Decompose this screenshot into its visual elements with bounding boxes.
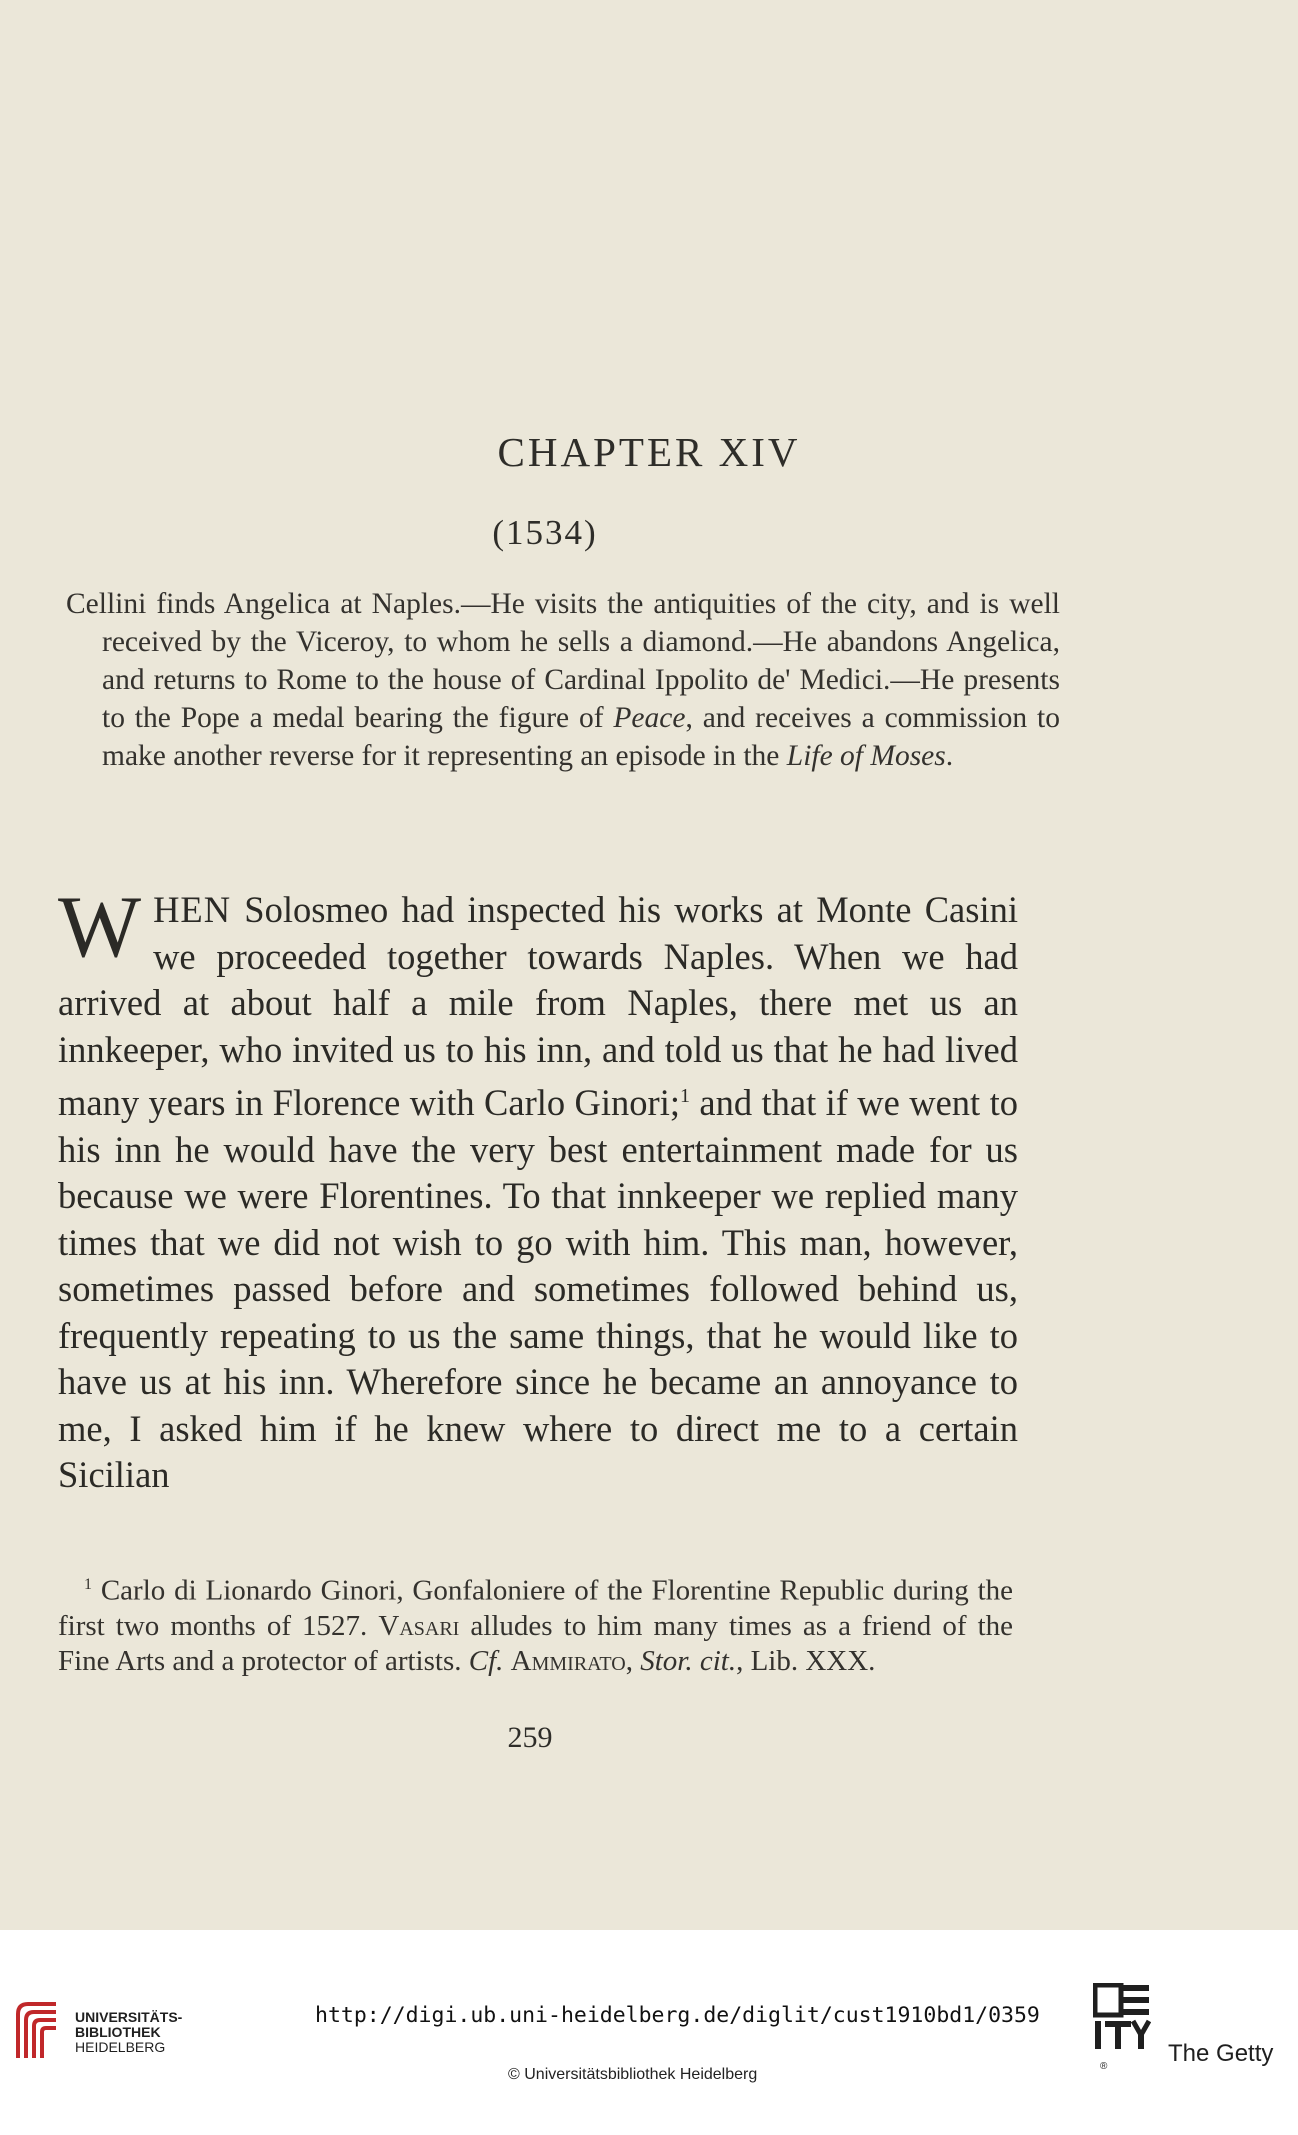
footnote-stor-cit: Stor. cit. (640, 1644, 737, 1677)
footnote-reference[interactable]: 1 (679, 1085, 690, 1107)
getty-logo-icon[interactable] (1093, 1983, 1151, 2051)
summary-text-1: Cellini finds Angelica at Naples.—He visits the antiquities of the city, and is well received by the Viceroy, to whom he sells a diamond.—He abandons Angelica, and returns to Rome to the house of Cardinal Ippolito de' Medici.—He presents to the Pope a medal bearing the figure of (66, 588, 1060, 734)
drop-cap: W (58, 879, 142, 976)
ub-line-2: BIBLIOTHEK (75, 2024, 161, 2040)
chapter-title: CHAPTER XIV (497, 429, 801, 475)
registered-mark: ® (1100, 2061, 1108, 2072)
body-paragraph (58, 879, 1018, 1499)
footnote-ammirato: Ammirato (510, 1644, 626, 1677)
ub-heidelberg-wordmark (75, 2010, 182, 2055)
footnote-text-d: , (625, 1644, 641, 1677)
lead-caps: HEN (153, 889, 232, 930)
footnote (58, 1567, 1013, 1679)
footnote-cf: Cf. (468, 1644, 504, 1677)
ub-heidelberg-logo-icon[interactable] (14, 2000, 60, 2062)
body-text-b: and that if we went to his inn he would have the very best entertainment made for us because we were Florentines. To that innkeeper we replied many times that we did not wish to go with him. This man, however, sometimes passed before and sometimes followed behind us, frequently repeating to us the same things, that he would like to have us at his inn. Wherefore since he became an annoyance to me, I asked him if he knew where to direct me to a certain Sicilian (58, 1082, 1018, 1496)
footnote-text-b: alludes to him many times as a friend of the Fine Arts and a protector of artists. (58, 1609, 1013, 1677)
copyright-notice: © Universitätsbibliothek Heidelberg (508, 2066, 758, 2083)
chapter-summary (66, 585, 1060, 775)
summary-life-of-moses-italic: Life of Moses (786, 740, 946, 772)
summary-end: . (945, 740, 954, 772)
getty-wordmark: The Getty (1168, 2040, 1274, 2067)
summary-peace-italic: Peace (613, 702, 686, 734)
ub-line-1: UNIVERSITÄTS- (75, 2009, 183, 2025)
ub-line-3: HEIDELBERG (75, 2039, 166, 2055)
source-url-link[interactable]: http://digi.ub.uni-heidelberg.de/diglit/cust1910bd1/0359 (315, 2003, 1040, 2028)
footnote-vasari: Vasari (378, 1609, 460, 1642)
footnote-text-e: , Lib. XXX. (736, 1644, 876, 1677)
footnote-text-a: Carlo di Lionardo Ginori, Gonfaloniere of the Florentine Republic during the first two months of 1527. (58, 1574, 1013, 1642)
body-text-a: Solosmeo had inspected his works at Monte Casini we proceeded together towards Naples. When we had arrived at about half a mile from Naples, there met us an innkeeper, who invited us to his inn, and told us that he had lived many years in Florence with Carlo Ginori; (58, 889, 1018, 1124)
page-number: 259 (507, 1721, 553, 1754)
footnote-text-c (503, 1645, 510, 1677)
chapter-year: (1534) (492, 513, 598, 552)
footnote-marker: 1 (84, 1576, 92, 1593)
summary-text-2: , and receives a commission to make another reverse for it representing an episode in the (102, 702, 1060, 772)
